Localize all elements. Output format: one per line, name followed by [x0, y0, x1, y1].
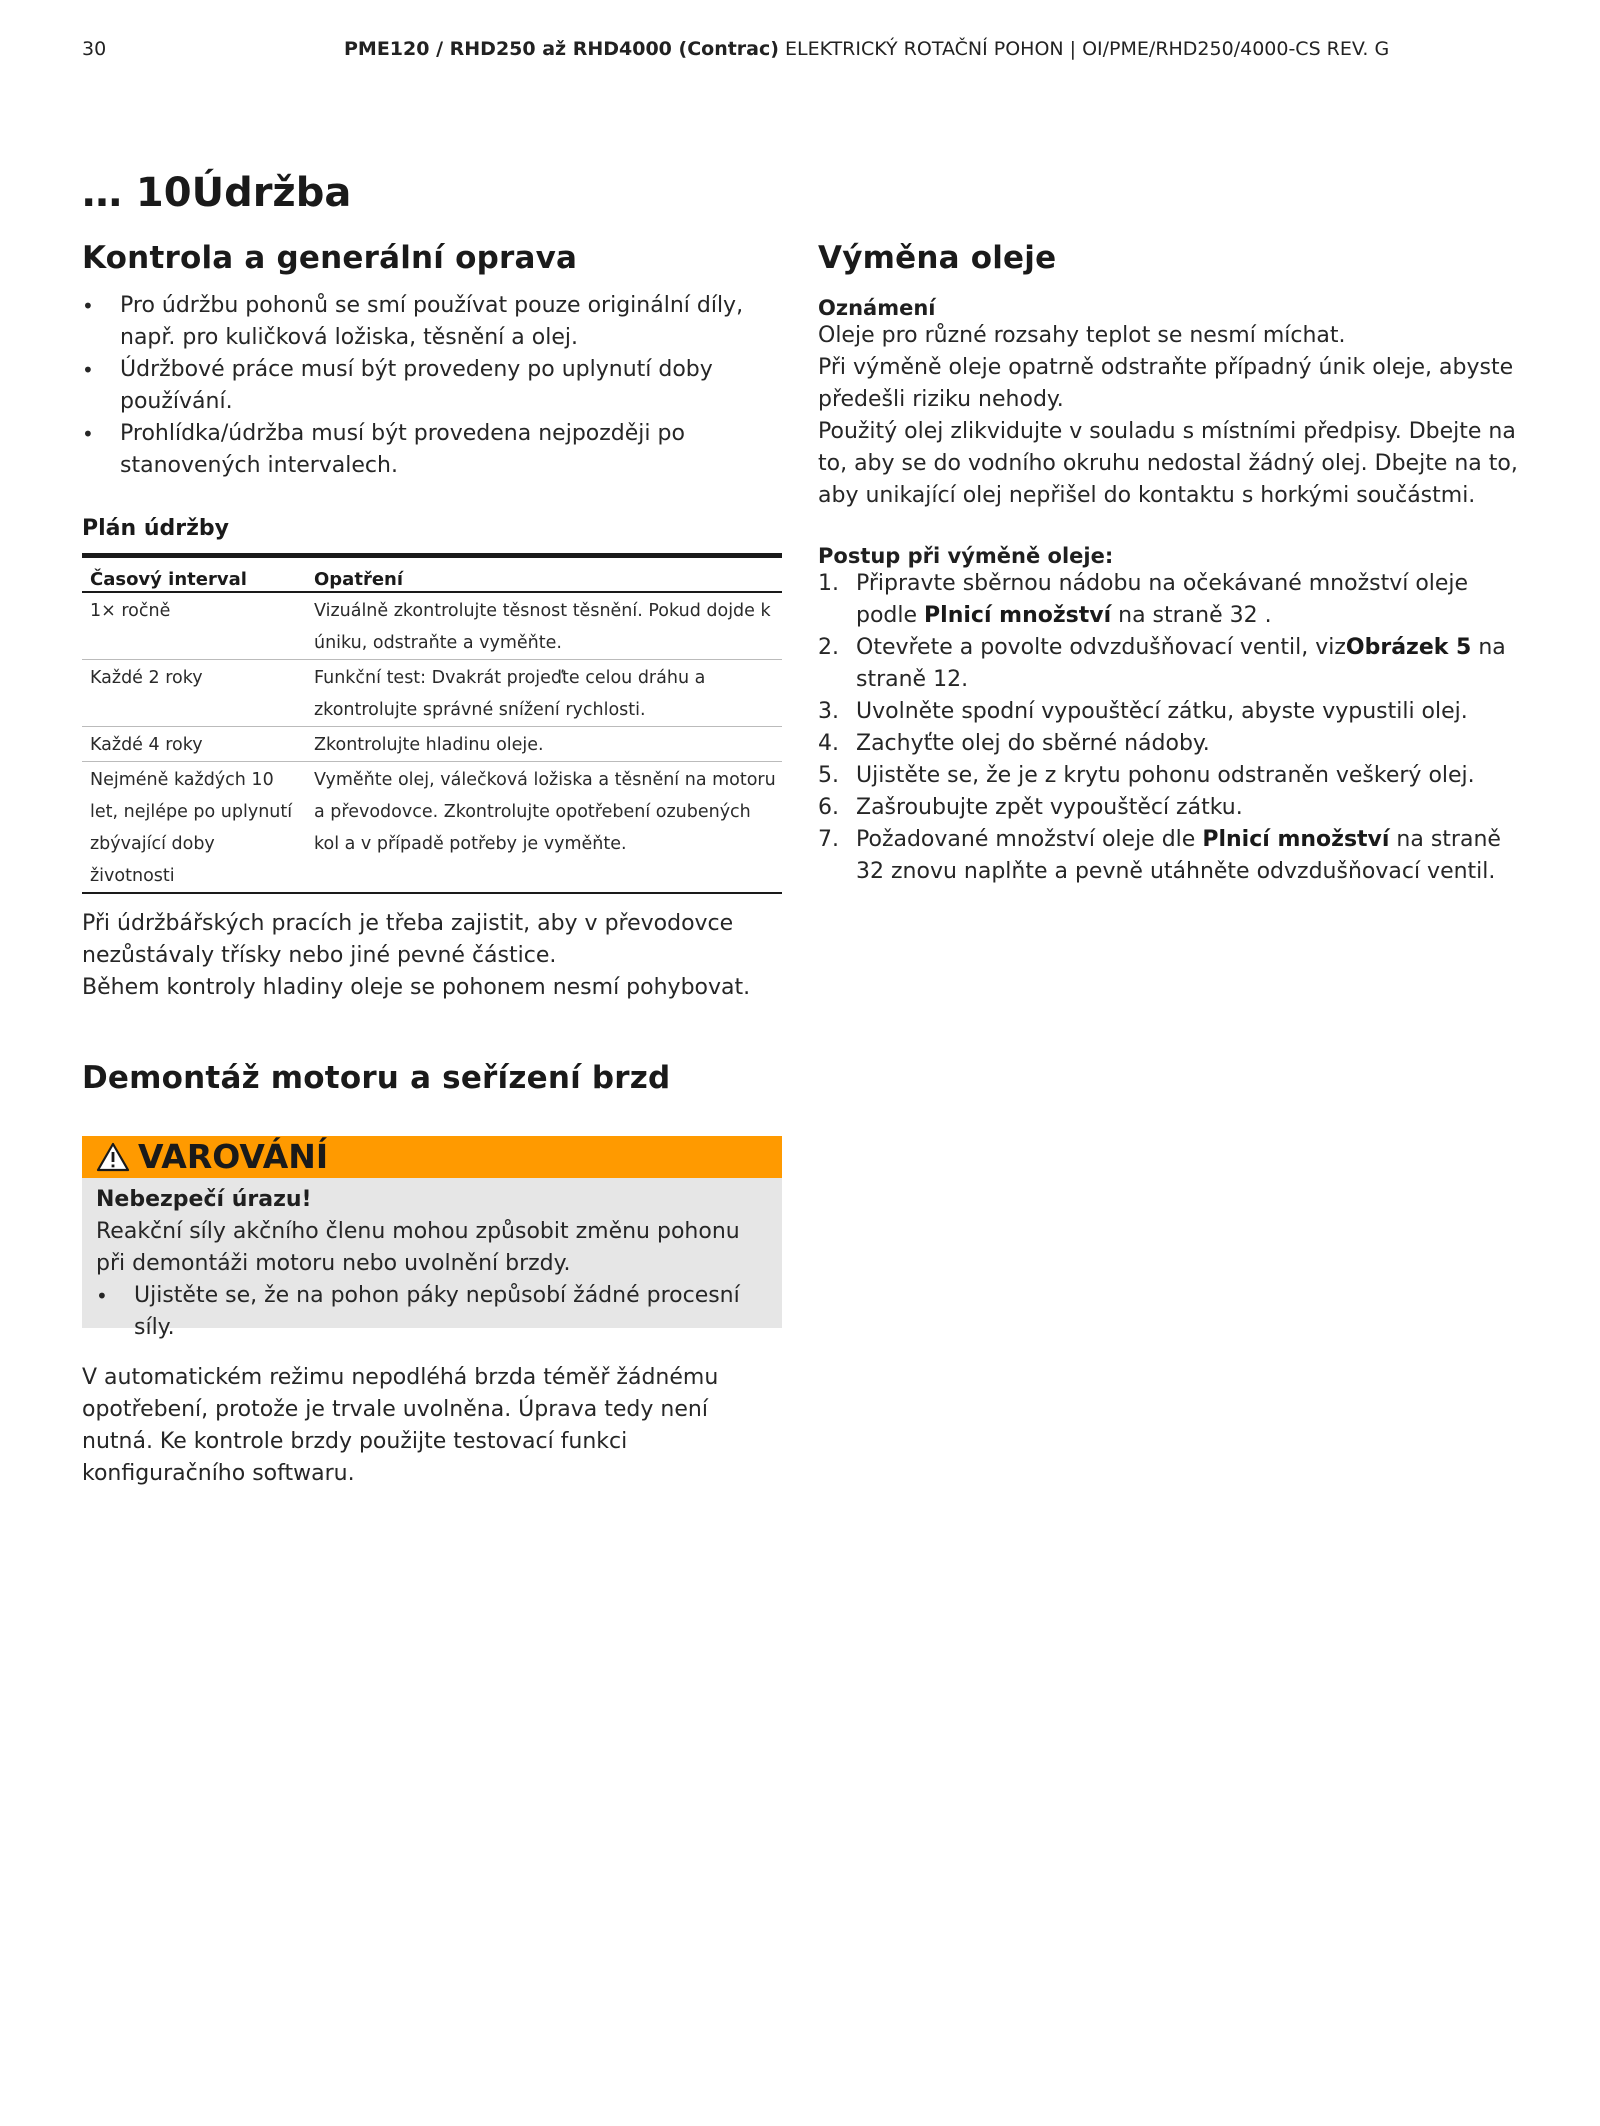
table-header-row — [82, 556, 782, 592]
step-reference: Plnicí množství — [1202, 827, 1390, 852]
step-number: 6. — [818, 795, 839, 820]
notice-text — [818, 320, 1518, 512]
warning-bar — [82, 1136, 782, 1178]
document-title-rest: ELEKTRICKÝ ROTAČNÍ POHON | OI/PME/RHD250/4000-CS REV. G — [778, 38, 1390, 60]
page-header — [82, 38, 1582, 64]
step-text: Požadované množství oleje dle — [856, 827, 1203, 852]
list-item — [818, 728, 1518, 760]
warning-content — [82, 1178, 782, 1340]
step-number: 4. — [818, 731, 839, 756]
document-title — [344, 38, 1389, 60]
list-item — [818, 760, 1518, 792]
maintenance-plan-title: Plán údržby — [82, 516, 229, 541]
table-row — [82, 592, 782, 660]
list-item — [82, 354, 782, 418]
warning-text: Reakční síly akčního členu mohou způsobit změnu pohonu při demontáži motoru nebo uvolnění brzdy. — [96, 1218, 740, 1276]
page-number: 30 — [82, 38, 107, 60]
warning-triangle-icon — [96, 1142, 130, 1172]
column-header-interval: Časový interval — [82, 556, 306, 592]
chapter-title: … 10Údržba — [82, 170, 352, 216]
maintenance-note — [82, 908, 782, 1004]
warning-box — [82, 1136, 782, 1340]
table-row — [82, 761, 782, 893]
list-item-text: Ujistěte se, že na pohon páky nepůsobí žádné procesní síly. — [134, 1282, 740, 1340]
step-number: 5. — [818, 763, 839, 788]
left-column — [82, 240, 782, 1490]
step-text: na straně 32 znovu naplňte a pevně utáhněte odvzdušňovací ventil. — [856, 827, 1501, 884]
list-item-text: Pro údržbu pohonů se smí používat pouze originální díly, např. pro kuličková ložiska, těsnění a olej. — [120, 293, 744, 350]
list-item-text: Údržbové práce musí být provedeny po uplynutí doby používání. — [120, 357, 713, 414]
step-number: 2. — [818, 635, 839, 660]
column-header-action: Opatření — [306, 556, 782, 592]
notice-line: Použitý olej zlikvidujte v souladu s místními předpisy. Dbejte na to, aby se do vodního okruhu nedostal žádný olej. Dbejte na to, aby unikající olej nepřišel do kontaktu s horkými součástmi. — [818, 419, 1518, 508]
cell-interval: Nejméně každých 10 let, nejlépe po uplynutí zbývající doby životnosti — [90, 769, 293, 886]
list-item — [818, 824, 1518, 888]
warning-label: VAROVÁNÍ — [138, 1137, 329, 1176]
notice-heading: Oznámení — [818, 296, 936, 320]
maintenance-note-line: Při údržbářských pracích je třeba zajistit, aby v převodovce nezůstávaly třísky nebo jiné pevné částice. — [82, 910, 734, 968]
cell-interval: 1× ročně — [82, 592, 306, 660]
cell-action: Funkční test: Dvakrát projeďte celou dráhu a zkontrolujte správné snížení rychlosti. — [306, 659, 782, 726]
notice-line: Oleje pro různé rozsahy teplot se nesmí míchat. — [818, 323, 1346, 348]
warning-heading: Nebezpečí úrazu! — [96, 1186, 312, 1212]
step-text: Zašroubujte zpět vypouštěcí zátku. — [856, 795, 1243, 820]
list-item — [818, 792, 1518, 824]
list-item — [82, 418, 782, 482]
notice-line: Při výměně oleje opatrně odstraňte případný únik oleje, abyste předešli riziku nehody. — [818, 355, 1514, 412]
step-text: na straně 32 . — [1111, 603, 1272, 628]
list-item — [96, 1280, 768, 1344]
cell-interval: Každé 4 roky — [82, 726, 306, 761]
table-row — [82, 659, 782, 726]
step-reference: Obrázek 5 — [1345, 635, 1472, 660]
right-column — [818, 240, 1518, 888]
step-number: 7. — [818, 827, 839, 852]
cell-action: Vizuálně zkontrolujte těsnost těsnění. Pokud dojde k úniku, odstraňte a vyměňte. — [306, 592, 782, 660]
cell-action: Zkontrolujte hladinu oleje. — [306, 726, 782, 761]
brake-text: V automatickém režimu nepodléhá brzda téměř žádnému opotřebení, protože je trvale uvolněna. Úprava tedy není nutná. Ke kontrole brzdy použijte testovací funkci konfiguračního softwaru. — [82, 1364, 719, 1486]
bullet-icon: • — [96, 1283, 108, 1308]
maintenance-note-line: Během kontroly hladiny oleje se pohonem nesmí pohybovat. — [82, 974, 751, 1000]
list-item — [818, 632, 1518, 696]
list-item-text: Prohlídka/údržba musí být provedena nejpozději po stanovených intervalech. — [120, 421, 685, 478]
step-text: na straně 12. — [856, 635, 1506, 692]
section-title-inspection: Kontrola a generální oprava — [82, 240, 578, 276]
list-item — [818, 568, 1518, 632]
step-text: Zachyťte olej do sběrné nádoby. — [856, 731, 1210, 756]
step-reference: Plnicí množství — [924, 603, 1112, 628]
section-title-motor: Demontáž motoru a seřízení brzd — [82, 1059, 671, 1096]
inspection-bullet-list — [82, 290, 782, 482]
step-text: Připravte sběrnou nádobu na očekávané množství oleje podle — [856, 571, 1469, 628]
warning-bullet-list — [96, 1280, 768, 1344]
step-number: 3. — [818, 699, 839, 724]
procedure-heading: Postup při výměně oleje: — [818, 544, 1114, 568]
step-text: Uvolněte spodní vypouštěcí zátku, abyste vypustili olej. — [856, 699, 1468, 724]
step-text: Otevřete a povolte odvzdušňovací ventil, viz — [856, 635, 1346, 660]
table-row — [82, 726, 782, 761]
cell-action: Vyměňte olej, válečková ložiska a těsnění na motoru a převodovce. Zkontrolujte opotřebení ozubených kol a v případě potřeby je vyměňte. — [314, 769, 776, 854]
procedure-steps — [818, 568, 1518, 888]
list-item — [818, 696, 1518, 728]
bullet-icon: • — [82, 358, 94, 382]
bullet-icon: • — [82, 422, 94, 446]
section-title-oil-change: Výměna oleje — [818, 240, 1057, 276]
cell-interval: Každé 2 roky — [82, 659, 306, 726]
document-title-bold: PME120 / RHD250 až RHD4000 (Contrac) — [344, 38, 779, 60]
list-item — [82, 290, 782, 354]
bullet-icon: • — [82, 294, 94, 318]
maintenance-plan-table — [82, 553, 782, 894]
step-number: 1. — [818, 571, 839, 596]
step-text: Ujistěte se, že je z krytu pohonu odstraněn veškerý olej. — [856, 763, 1475, 788]
